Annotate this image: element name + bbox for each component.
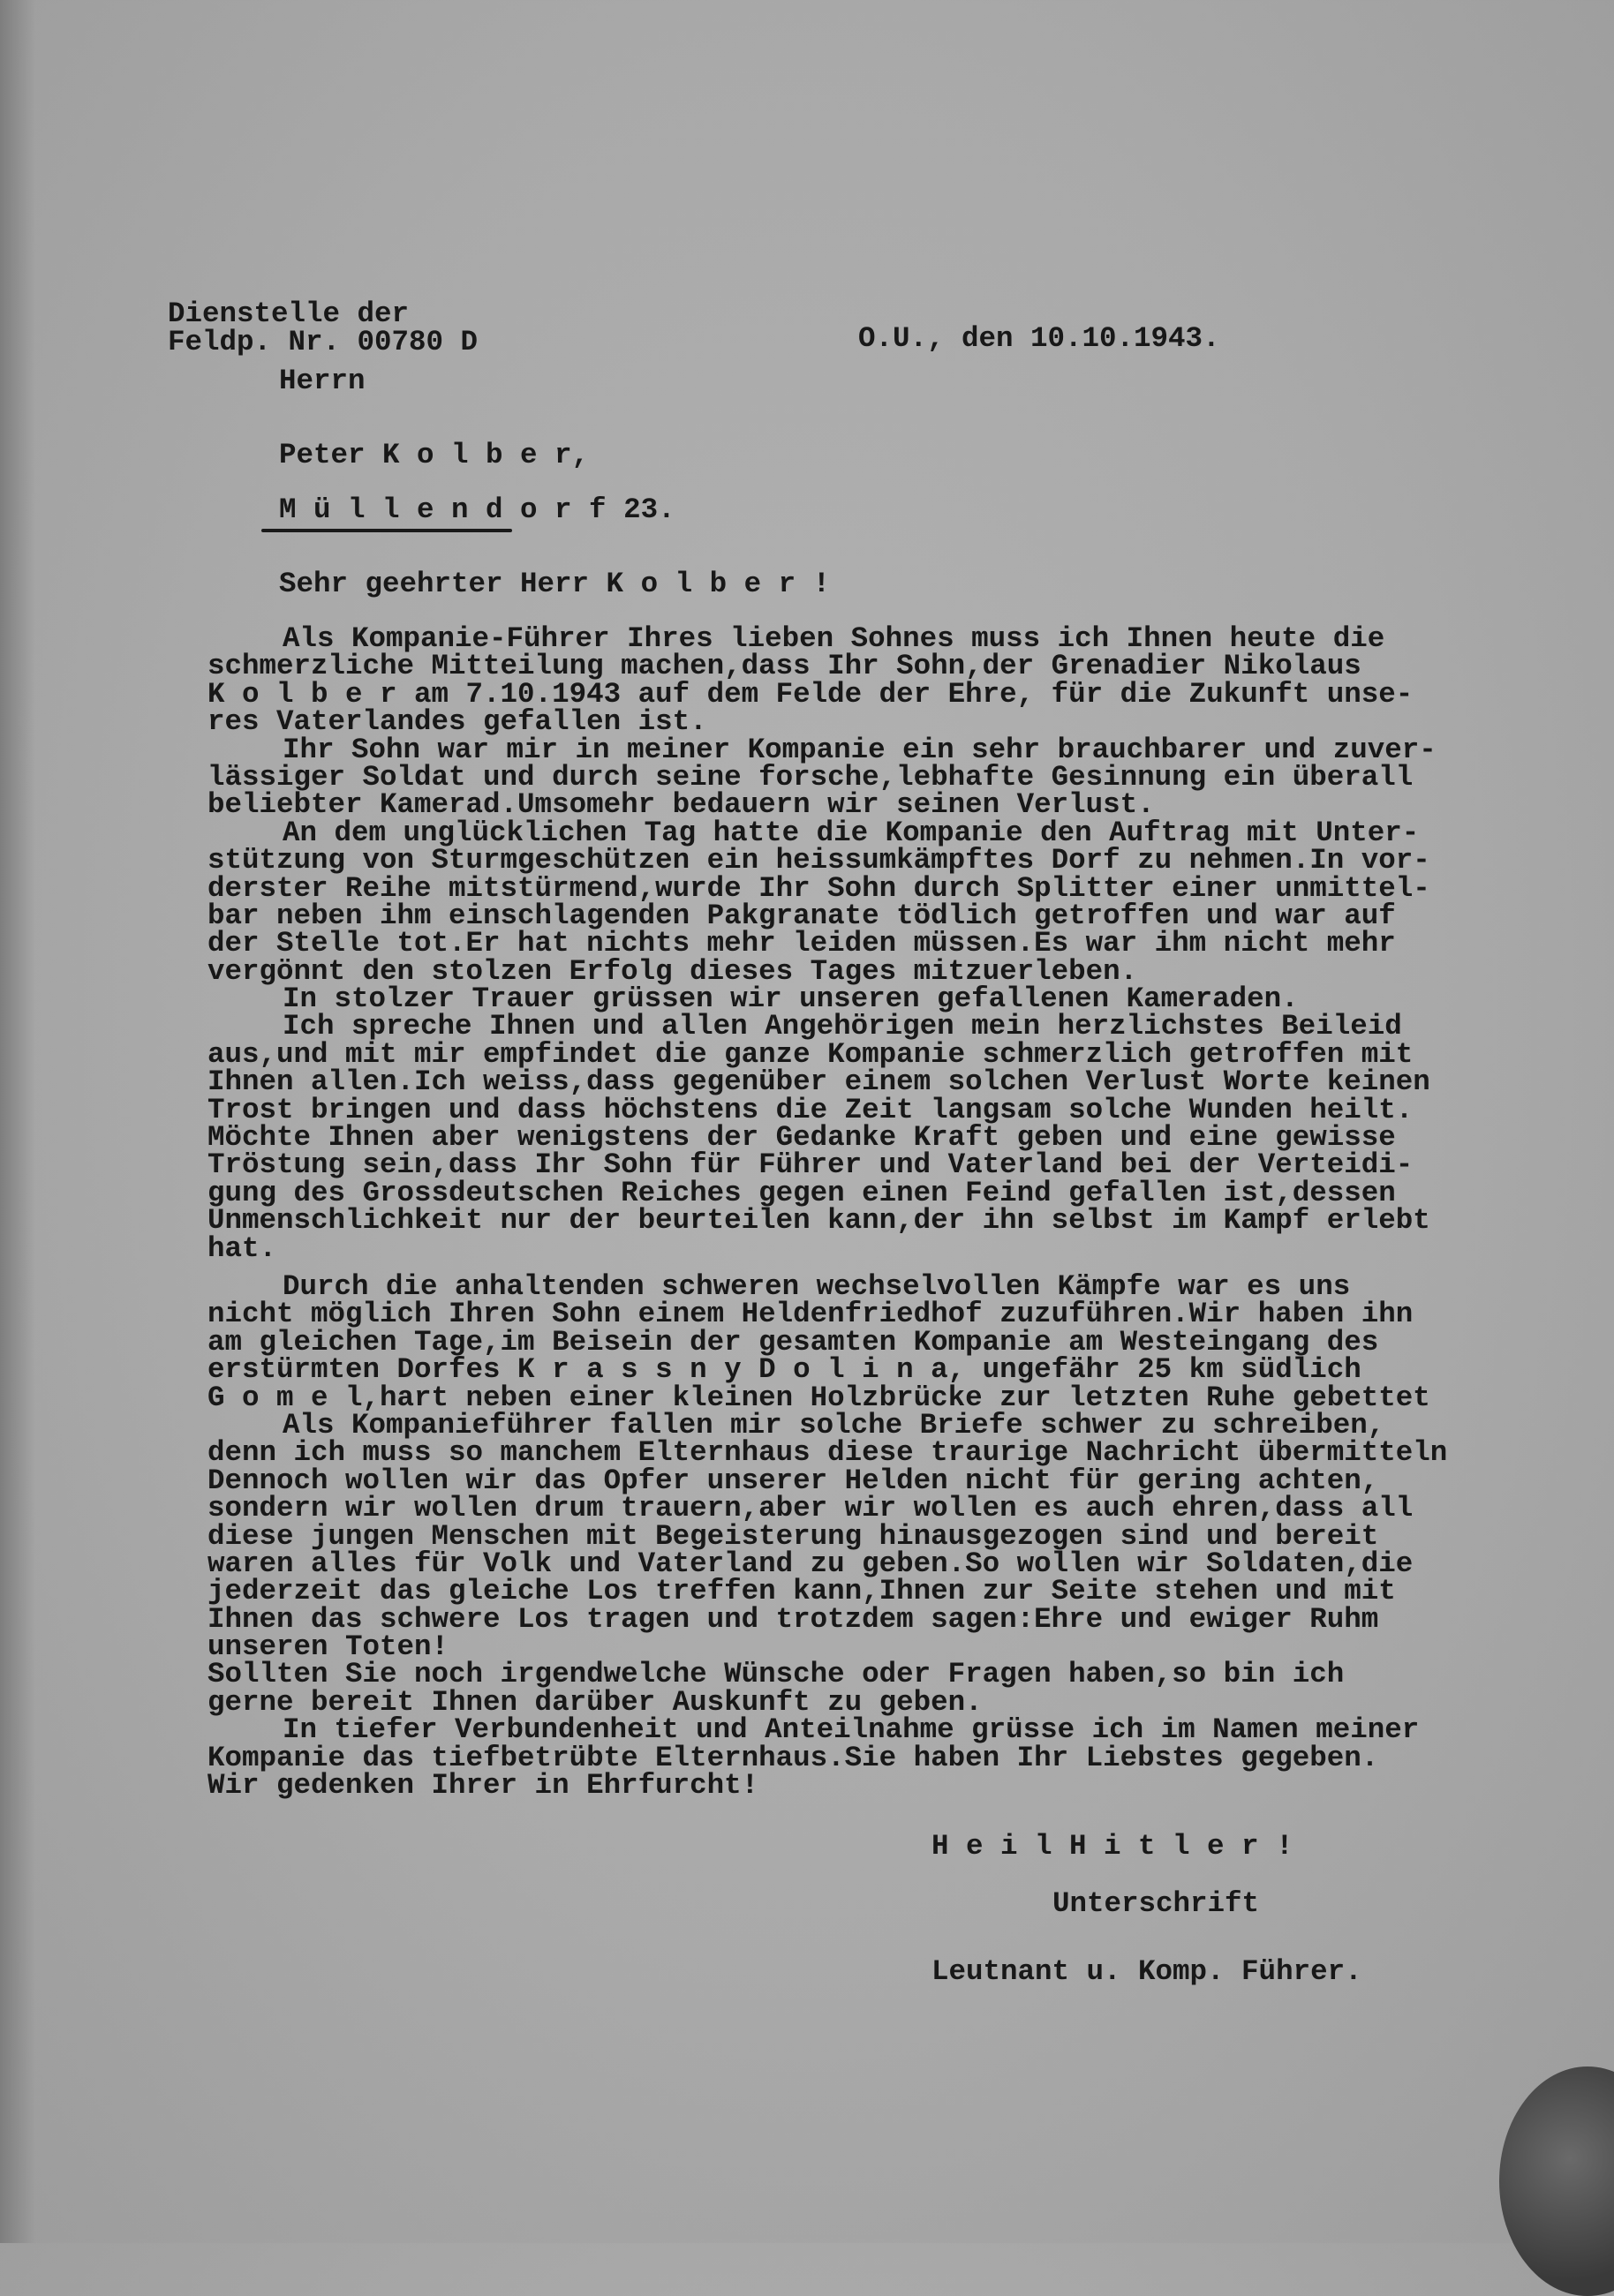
body-line: res Vaterlandes gefallen ist. [207, 705, 707, 739]
body-line: Tröstung sein,dass Ihr Sohn für Führer und Vaterland bei der Verteidi- [207, 1148, 1414, 1182]
letter-body [207, 622, 1448, 1803]
body-line: schmerzliche Mitteilung machen,dass Ihr Sohn,der Grenadier Nikolaus [207, 650, 1361, 683]
body-line: Ich spreche Ihnen und allen Angehörigen mein herzlichstes Beileid [283, 1010, 1402, 1043]
body-line: jederzeit das gleiche Los treffen kann,Ihnen zur Seite stehen und mit [207, 1575, 1396, 1608]
body-line: gung des Grossdeutschen Reiches gegen einen Feind gefallen ist,dessen [207, 1176, 1396, 1209]
body-line: Trost bringen und dass höchstens die Zeit langsam solche Wunden heilt. [207, 1093, 1414, 1126]
body-line: am gleichen Tage,im Beisein der gesamten Kompanie am Westeingang des [207, 1325, 1379, 1359]
body-line: nicht möglich Ihren Sohn einem Heldenfriedhof zuzuführen.Wir haben ihn [207, 1298, 1414, 1331]
body-line: G o m e l,hart neben einer kleinen Holzbrücke zur letzten Ruhe gebettet [207, 1381, 1430, 1414]
recipient-address: M ü l l e n d o r f 23. [279, 493, 675, 526]
body-line: der Stelle tot.Er hat nichts mehr leiden müssen.Es war ihm nicht mehr [207, 927, 1396, 960]
body-line: Ihnen allen.Ich weiss,dass gegenüber einem solchen Verlust Worte keinen [207, 1065, 1430, 1099]
scan-corner-object [1499, 2066, 1614, 2296]
body-line: lässiger Soldat und durch seine forsche,lebhafte Gesinnung ein überall [207, 760, 1414, 794]
body-line: Wir gedenken Ihrer in Ehrfurcht! [207, 1769, 759, 1803]
signer-title: Leutnant u. Komp. Führer. [931, 1955, 1362, 1988]
body-line: Durch die anhaltenden schweren wechselvollen Kämpfe war es uns [283, 1269, 1351, 1303]
body-line: Als Kompanieführer fallen mir solche Briefe schwer zu schreiben, [283, 1408, 1385, 1442]
body-line: hat. [207, 1231, 277, 1265]
sender-line-1: Dienstelle der [168, 297, 410, 330]
body-line: K o l b e r am 7.10.1943 auf dem Felde der Ehre, für die Zukunft unse- [207, 677, 1414, 711]
body-line: Unmenschlichkeit nur der beurteilen kann,der ihn selbst im Kampf erlebt [207, 1204, 1430, 1238]
body-line: Als Kompanie-Führer Ihres lieben Sohnes muss ich Ihnen heute die [283, 622, 1385, 655]
body-line: denn ich muss so manchem Elternhaus diese traurige Nachricht übermitteln [207, 1436, 1448, 1470]
body-line: diese jungen Menschen mit Begeisterung hinausgezogen sind und bereit [207, 1519, 1379, 1553]
body-line: Ihr Sohn war mir in meiner Kompanie ein sehr brauchbarer und zuver- [283, 733, 1437, 766]
body-line: unseren Toten! [207, 1630, 449, 1664]
body-line: bar neben ihm einschlagenden Pakgranate tödlich getroffen und war auf [207, 899, 1396, 932]
body-line: An dem unglücklichen Tag hatte die Kompanie den Auftrag mit Unter- [283, 816, 1420, 849]
sender-line-2: Feldp. Nr. 00780 D [168, 326, 479, 358]
letter-date: O.U., den 10.10.1943. [858, 322, 1220, 355]
body-line: Kompanie das tiefbetrübte Elternhaus.Sie haben Ihr Liebstes gegeben. [207, 1741, 1379, 1774]
body-line: waren alles für Volk und Vaterland zu geben.So wollen wir Soldaten,die [207, 1547, 1414, 1580]
body-line: Möchte Ihnen aber wenigstens der Gedanke Kraft geben und eine gewisse [207, 1121, 1396, 1155]
body-line: vergönnt den stolzen Erfolg dieses Tages mitzuerleben. [207, 954, 1138, 988]
signature-placeholder: Unterschrift [1052, 1887, 1260, 1920]
body-line: sondern wir wollen drum trauern,aber wir wollen es auch ehren,dass all [207, 1492, 1414, 1525]
body-line: stützung von Sturmgeschützen ein heissumkämpftes Dorf zu nehmen.In vor- [207, 844, 1430, 877]
body-line: In stolzer Trauer grüssen wir unseren gefallenen Kameraden. [283, 982, 1299, 1016]
body-line: beliebter Kamerad.Umsomehr bedauern wir seinen Verlust. [207, 788, 1155, 822]
body-line: aus,und mit mir empfindet die ganze Kompanie schmerzlich getroffen mit [207, 1037, 1414, 1071]
body-line: derster Reihe mitstürmend,wurde Ihr Sohn durch Splitter einer unmittel- [207, 871, 1430, 905]
body-line: Ihnen das schwere Los tragen und trotzdem sagen:Ehre und ewiger Ruhm [207, 1602, 1379, 1636]
recipient-salutation: Herrn [279, 365, 366, 397]
body-line: Dennoch wollen wir das Opfer unserer Helden nicht für gering achten, [207, 1464, 1379, 1497]
scan-edge-shadow [0, 0, 35, 2243]
body-line: In tiefer Verbundenheit und Anteilnahme grüsse ich im Namen meiner [283, 1713, 1420, 1747]
recipient-name: Peter K o l b e r, [279, 439, 590, 471]
body-line: Sollten Sie noch irgendwelche Wünsche oder Fragen haben,so bin ich [207, 1658, 1345, 1691]
closing-salute: H e i l H i t l e r ! [931, 1830, 1293, 1863]
greeting: Sehr geehrter Herr K o l b e r ! [279, 568, 831, 600]
address-underline [261, 529, 512, 532]
body-line: gerne bereit Ihnen darüber Auskunft zu geben. [207, 1685, 983, 1719]
body-line: erstürmten Dorfes K r a s s n y D o l i n a, ungefähr 25 km südlich [207, 1353, 1361, 1387]
